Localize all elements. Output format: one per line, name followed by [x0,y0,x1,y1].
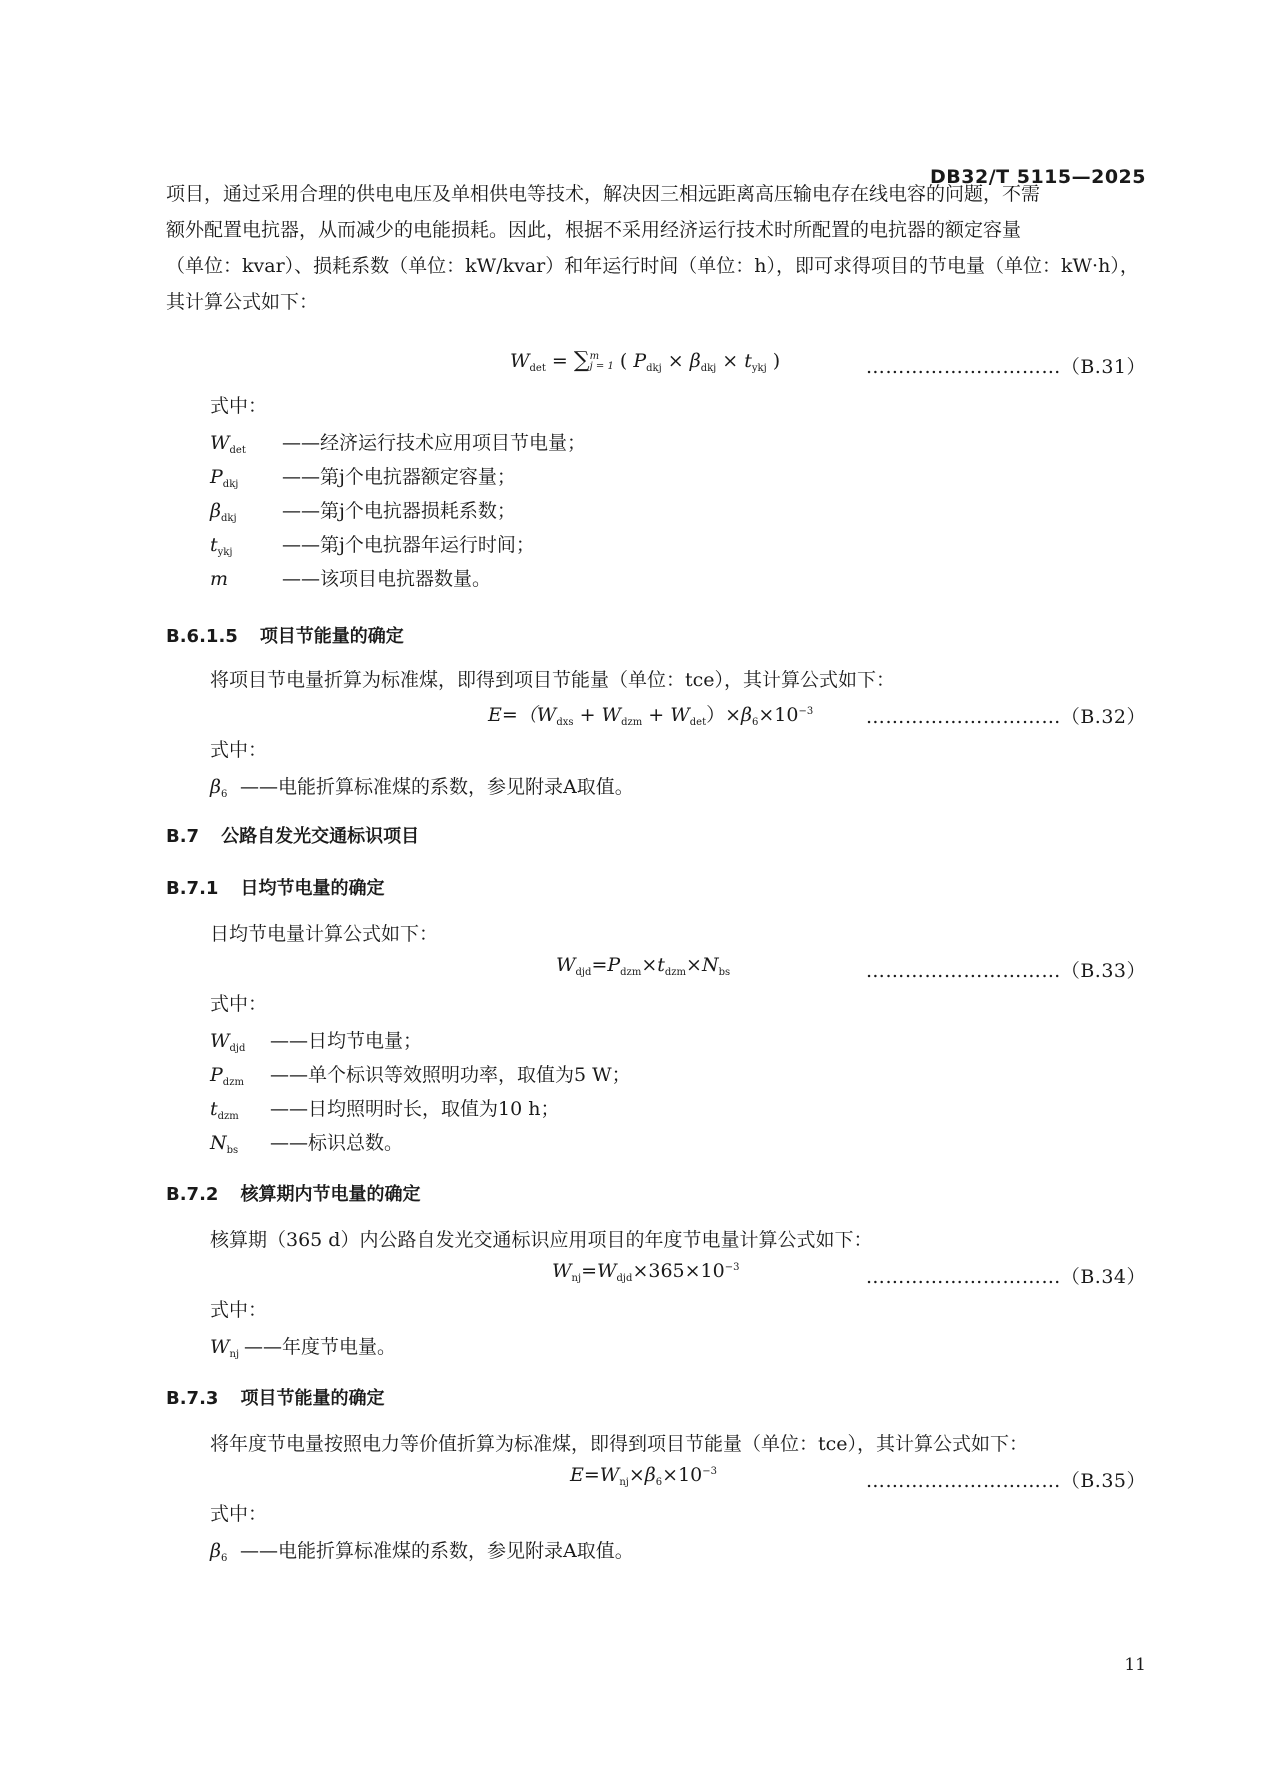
paragraph-b71: 日均节电量计算公式如下： [210,923,439,945]
equation-number-b34: …………………………（B.34） [865,1266,1146,1288]
definition-row: m ——该项目电抗器数量。 [210,568,492,590]
definition-row: $N_{bs}$ ——标识总数。 [210,1132,404,1156]
where-label: 式中： [210,1299,268,1321]
equation-b35: $E=W_{nj}\times\beta_6\times 10^{-3}$ [570,1464,718,1488]
equation-number-b31: …………………………（B.31） [865,356,1146,378]
definition-row: $W_{det}$ ——经济运行技术应用项目节电量； [210,432,587,456]
where-label: 式中： [210,1503,268,1525]
paragraph-b73: 将年度节电量按照电力等价值折算为标准煤，即得到项目节能量（单位：tce），其计算公式如下： [210,1433,1029,1455]
page-number: 11 [1124,1655,1146,1675]
paragraph-b72: 核算期（365 d）内公路自发光交通标识应用项目的年度节电量计算公式如下： [210,1229,873,1251]
definition-row: $\beta_6$ ——电能折算标准煤的系数，参见附录A取值。 [210,776,634,800]
heading-b71: B.7.1 日均节电量的确定 [166,878,385,899]
equation-b33: $W_{djd}=P_{dzm}\times t_{dzm}\times N_{bs}$ [556,954,731,978]
heading-b615: B.6.1.5 项目节能量的确定 [166,626,404,647]
equation-number-b32: …………………………（B.32） [865,706,1146,728]
definition-row: $P_{dzm}$ ——单个标识等效照明功率，取值为5 W； [210,1064,631,1088]
equation-b32: $E=(W_{dxs} + W_{dzm} + W_{det})\times\beta_6\times 10^{-3}$ [488,704,814,728]
intro-line-3: （单位：kvar）、损耗系数（单位：kW/kvar）和年运行时间（单位：h），即可求得项目的节电量（单位：kW·h）， [166,255,1139,277]
intro-line-4: 其计算公式如下： [166,291,319,313]
equation-b31: $W_{det} = \sum m$ j = 1 ( $P_{dkj} \times \beta_{dkj} \times t_{ykj}$ ) [510,348,781,374]
equation-number-b35: …………………………（B.35） [865,1470,1146,1492]
definition-row: $P_{dkj}$ ——第j个电抗器额定容量； [210,466,516,490]
equation-b34: $W_{nj}=W_{djd}\times 365\times 10^{-3}$ [552,1260,740,1284]
heading-b72: B.7.2 核算期内节电量的确定 [166,1184,421,1205]
paragraph-b615: 将项目节电量折算为标准煤，即得到项目节能量（单位：tce），其计算公式如下： [210,669,896,691]
heading-b73: B.7.3 项目节能量的确定 [166,1388,385,1409]
heading-b7: B.7 公路自发光交通标识项目 [166,826,420,847]
where-label: 式中： [210,739,268,761]
definition-row: $t_{dzm}$ ——日均照明时长，取值为10 h； [210,1098,560,1122]
definition-row: $W_{djd}$ ——日均节电量； [210,1030,423,1054]
definition-row: $W_{nj}$ ——年度节电量。 [210,1336,397,1360]
intro-line-2: 额外配置电抗器，从而减少的电能损耗。因此，根据不采用经济运行技术时所配置的电抗器的额定容量 [166,219,1022,241]
where-label: 式中： [210,395,268,417]
equation-number-b33: …………………………（B.33） [865,960,1146,982]
definition-row: $\beta_{dkj}$ ——第j个电抗器损耗系数； [210,500,516,524]
intro-line-1: 项目，通过采用合理的供电电压及单相供电等技术，解决因三相远距离高压输电存在线电容的问题，不需 [166,183,1041,205]
standard-code: DB32/T 5115—2025 [930,166,1146,188]
definition-row: $t_{ykj}$ ——第j个电抗器年运行时间； [210,534,535,558]
definition-row: $\beta_6$ ——电能折算标准煤的系数，参见附录A取值。 [210,1540,634,1564]
where-label: 式中： [210,993,268,1015]
